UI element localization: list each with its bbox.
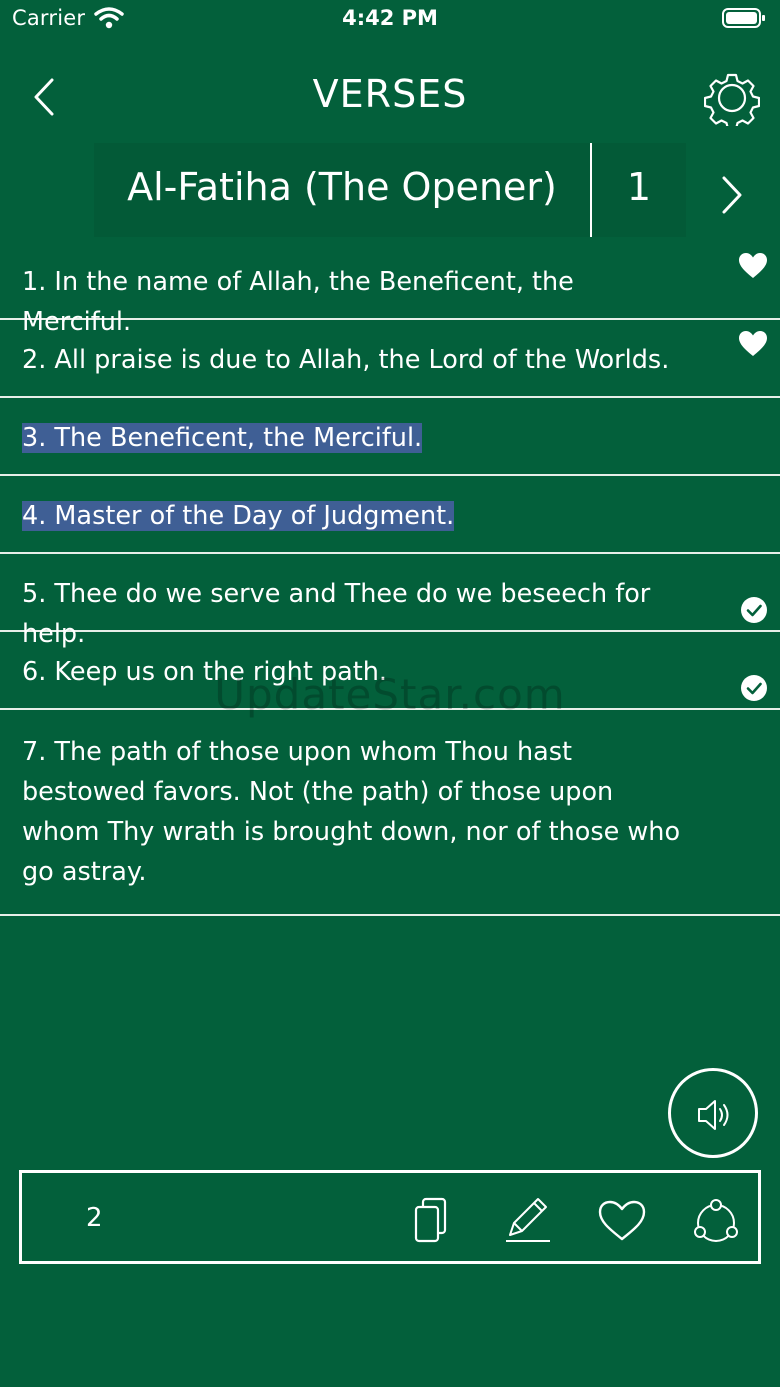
verse-text: 5. Thee do we serve and Thee do we beseech for help. — [22, 579, 651, 649]
note-button[interactable] — [500, 1193, 556, 1249]
chapter-number[interactable]: 1 — [626, 165, 652, 209]
read-check-icon — [740, 596, 768, 624]
verse-text: 4. Master of the Day of Judgment. — [22, 501, 455, 531]
gear-icon — [704, 70, 760, 126]
play-audio-button[interactable] — [668, 1068, 758, 1158]
verse-text: 7. The path of those upon whom Thou hast bestowed favors. Not (the path) of those upon whom Thy wrath is brought down, nor of those who go astray. — [22, 737, 681, 887]
copy-button[interactable] — [406, 1193, 462, 1249]
read-check-icon — [740, 674, 768, 702]
next-chapter-button[interactable] — [710, 170, 756, 220]
chapter-selector[interactable] — [94, 143, 686, 237]
pencil-icon — [500, 1193, 556, 1249]
watermark: UpdateStar.com — [214, 670, 566, 719]
favorite-heart-icon — [738, 252, 768, 280]
nav-bar — [0, 50, 780, 140]
status-bar — [0, 0, 780, 40]
verse-text: 6. Keep us on the right path. — [22, 657, 388, 687]
selected-count: 2 — [86, 1203, 103, 1233]
verse-row-selected[interactable] — [0, 476, 780, 554]
verse-text: 1. In the name of Allah, the Beneficent, the Merciful. — [22, 267, 574, 337]
verse-text: 3. The Beneficent, the Merciful. — [22, 423, 423, 453]
settings-button[interactable] — [704, 70, 760, 126]
page-title: VERSES — [312, 72, 468, 116]
battery-icon — [722, 8, 766, 28]
verse-row[interactable] — [0, 554, 780, 649]
status-clock: 4:42 PM — [342, 6, 438, 30]
verse-text: 2. All praise is due to Allah, the Lord of the Worlds. — [22, 345, 670, 375]
favorite-heart-icon — [738, 330, 768, 358]
chapter-name[interactable]: Al-Fatiha (The Opener) — [127, 165, 557, 209]
verse-row[interactable] — [0, 242, 780, 337]
verse-list — [0, 242, 780, 916]
verse-row[interactable] — [0, 320, 780, 398]
favorite-button[interactable] — [594, 1193, 650, 1249]
share-icon — [688, 1193, 744, 1249]
verse-row-selected[interactable] — [0, 398, 780, 476]
copy-icon — [406, 1193, 462, 1249]
selection-toolbar — [19, 1170, 761, 1264]
speaker-icon — [695, 1095, 735, 1135]
verse-row[interactable] — [0, 710, 780, 916]
heart-icon — [594, 1193, 650, 1249]
carrier-label: Carrier — [12, 6, 86, 30]
share-button[interactable] — [688, 1193, 744, 1249]
verse-row[interactable] — [0, 632, 780, 710]
chevron-right-icon — [710, 170, 756, 220]
